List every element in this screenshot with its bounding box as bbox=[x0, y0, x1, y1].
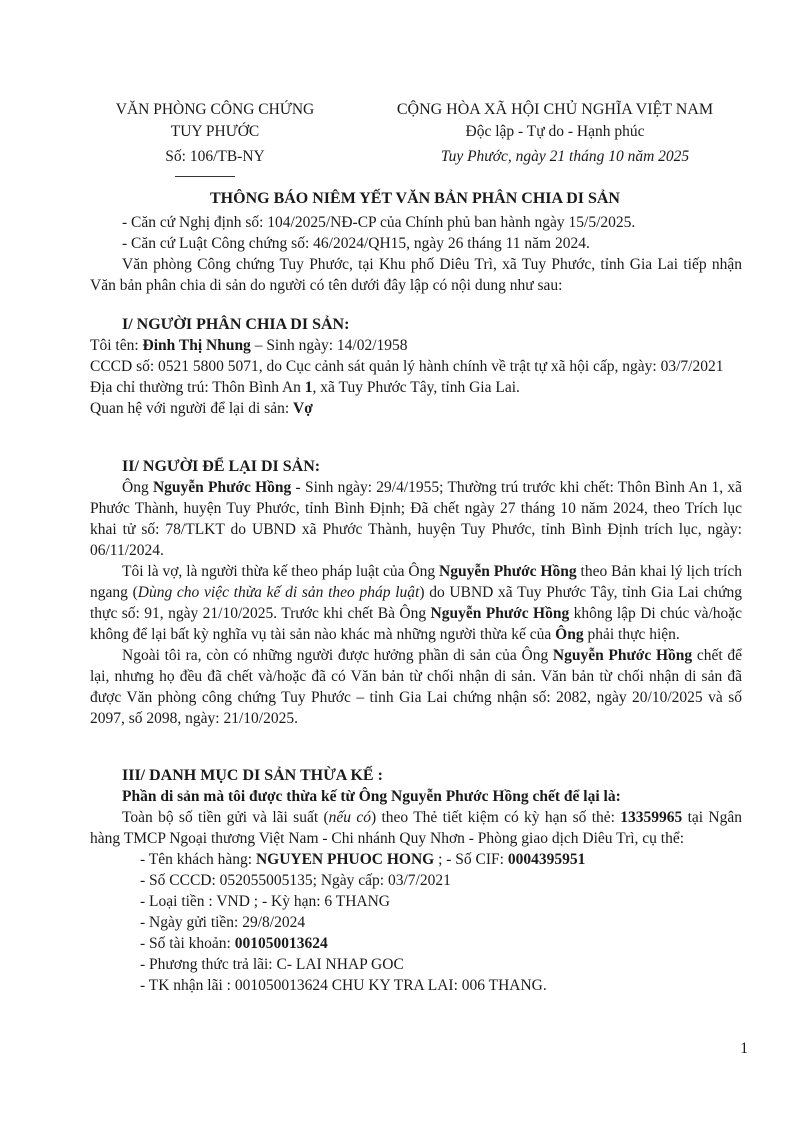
nation-name: CỘNG HÒA XÃ HỘI CHỦ NGHĨA VIỆT NAM bbox=[396, 101, 714, 118]
motto: Độc lập - Tự do - Hạnh phúc bbox=[465, 123, 645, 140]
text-run: Nguyễn Phước Hồng bbox=[430, 605, 570, 622]
text-run: không lập Di chúc và/hoặc không để lại bất kỳ nghĩa vụ tài sản nào khác mà những người thừa kế của bbox=[90, 605, 743, 643]
text-run: - Ngày gửi tiền: 29/8/2024 bbox=[140, 914, 306, 931]
section-2-paragraph bbox=[90, 477, 742, 561]
text-run: - Căn cứ Nghị định số: 104/2025/NĐ-CP của Chính phủ ban hành ngày 15/5/2025. bbox=[122, 214, 636, 231]
document-date: Tuy Phước, ngày 21 tháng 10 năm 2025 bbox=[440, 148, 690, 165]
asset-detail bbox=[90, 975, 742, 996]
document-number: Số: 106/TB-NY bbox=[165, 148, 265, 165]
text-run: Vợ bbox=[293, 400, 313, 417]
text-run: - Số CCCD: 052055005135; Ngày cấp: 03/7/2021 bbox=[140, 872, 451, 889]
text-run: NGUYEN PHUOC HONG bbox=[255, 851, 435, 868]
section-2 bbox=[90, 456, 742, 729]
text-run: Dùng cho việc thừa kế di sản theo pháp luật bbox=[137, 584, 420, 601]
office-line-2: TUY PHƯỚC bbox=[170, 123, 260, 140]
text-run: - Số tài khoản: bbox=[140, 935, 235, 952]
text-run: - Căn cứ Luật Công chứng số: 46/2024/QH15, ngày 26 tháng 11 năm 2024. bbox=[122, 235, 590, 252]
intro-line bbox=[90, 212, 742, 233]
section-2-paragraph bbox=[90, 561, 742, 645]
text-run: - TK nhận lãi : 001050013624 CHU KY TRA LAI: 006 THANG. bbox=[140, 977, 547, 994]
text-run: – Sinh ngày: 14/02/1958 bbox=[250, 337, 408, 354]
text-run: Đinh Thị Nhung bbox=[142, 337, 251, 354]
intro-line bbox=[90, 254, 742, 296]
text-run: phải thực hiện. bbox=[583, 626, 680, 643]
intro bbox=[90, 212, 742, 296]
divider bbox=[175, 176, 235, 177]
text-run: CCCD số: 0521 5800 5071, do Cục cảnh sát quản lý hành chính về trật tự xã hội cấp, ngày: 03/7/2021 bbox=[90, 358, 724, 375]
office-name bbox=[90, 99, 340, 143]
text-run: Ngoài tôi ra, còn có những người được hưởng phần di sản của Ông bbox=[122, 647, 553, 664]
text-run: Nguyễn Phước Hồng bbox=[552, 647, 693, 664]
asset-detail bbox=[90, 849, 742, 870]
text-run: nếu có bbox=[328, 809, 371, 826]
text-run: 0004395951 bbox=[507, 851, 586, 868]
text-run: Nguyễn Phước Hồng bbox=[152, 479, 292, 496]
asset-detail bbox=[90, 870, 742, 891]
asset-detail bbox=[90, 912, 742, 933]
page-number: 1 bbox=[740, 1040, 748, 1057]
text-run: - Tên khách hàng: bbox=[140, 851, 256, 868]
text-run: tại Ngân hàng TMCP Ngoại thương Việt Nam - Chi nhánh Quy Nhơn - Phòng giao dịch Diêu Trì, cụ thể: bbox=[90, 809, 742, 847]
text-run: , xã Tuy Phước Tây, tỉnh Gia Lai. bbox=[312, 379, 520, 396]
section-1-line bbox=[90, 335, 742, 356]
section-1-line bbox=[90, 377, 742, 398]
text-run: Ông bbox=[555, 626, 584, 643]
office-line-1: VĂN PHÒNG CÔNG CHỨNG bbox=[115, 101, 315, 118]
asset-detail bbox=[90, 933, 742, 954]
text-run: theo Bản khai lý lịch trích ngang ( bbox=[90, 563, 742, 601]
text-run: Ông bbox=[122, 479, 153, 496]
document-title: THÔNG BÁO NIÊM YẾT VĂN BẢN PHÂN CHIA DI SẢN bbox=[210, 190, 620, 207]
section-3-subheading: Phần di sản mà tôi được thừa kế từ Ông Nguyễn Phước Hồng chết để lại là: bbox=[122, 788, 621, 805]
text-run: - Phương thức trả lãi: C- LAI NHAP GOC bbox=[140, 956, 404, 973]
section-1-line bbox=[90, 356, 742, 377]
asset-detail bbox=[90, 891, 742, 912]
text-run: chết để lại, nhưng họ đều đã chết và/hoặc đã có Văn bản từ chối nhận di sản. Văn bản từ chối nhận di sản đã được Văn phòng công chứng Tuy Phước – tỉnh Gia Lai chứng nhận số: 2082, ngày 20/10/2025 và số 2097, số 2098, ngày: 21/10/2025. bbox=[90, 647, 743, 727]
text-run: 1 bbox=[304, 379, 313, 396]
section-3-heading: III/ DANH MỤC DI SẢN THỪA KẾ : bbox=[122, 767, 383, 784]
text-run: Địa chỉ thường trú: Thôn Bình An bbox=[90, 379, 305, 396]
text-run: - Sinh ngày: 29/4/1955; Thường trú trước khi chết: Thôn Bình An 1, xã Phước Thành, huyện Tuy Phước, tỉnh Bình Định; Đã chết ngày 27 tháng 10 năm 2024, theo Trích lục khai tử số: 78/TLKT do UBND xã Phước Thành, huyện Tuy Phước, tỉnh Bình Định trích lục, ngày: 06/11/2024. bbox=[90, 479, 743, 559]
text-run: - Loại tiền : VND ; - Kỳ hạn: 6 THANG bbox=[140, 893, 390, 910]
text-run: Nguyễn Phước Hồng bbox=[439, 563, 577, 580]
text-run: Văn phòng Công chứng Tuy Phước, tại Khu phố Diêu Trì, xã Tuy Phước, tỉnh Gia Lai tiếp nhận Văn bản phân chia di sản do người có tên dưới đây lập có nội dung như sau: bbox=[90, 256, 742, 294]
text-run: ) theo Thẻ tiết kiệm có kỳ hạn số thẻ: bbox=[370, 809, 621, 826]
text-run: Tôi tên: bbox=[90, 337, 143, 354]
text-run: 13359965 bbox=[620, 809, 683, 826]
asset-detail bbox=[90, 954, 742, 975]
section-2-paragraph bbox=[90, 645, 742, 729]
text-run: ; - Số CIF: bbox=[434, 851, 508, 868]
section-3-paragraph bbox=[90, 807, 742, 849]
text-run: ) do UBND xã Tuy Phước Tây, tỉnh Gia Lai chứng thực số: 91, ngày 21/10/2025. Trước khi chết Bà Ông bbox=[90, 584, 742, 622]
national-header bbox=[345, 99, 765, 143]
intro-line bbox=[90, 233, 742, 254]
section-1-line bbox=[90, 398, 742, 419]
text-run: Quan hệ với người để lại di sản: bbox=[90, 400, 294, 417]
section-1-heading: I/ NGƯỜI PHÂN CHIA DI SẢN: bbox=[122, 316, 350, 333]
section-1 bbox=[90, 314, 742, 419]
text-run: Toàn bộ số tiền gửi và lãi suất ( bbox=[122, 809, 329, 826]
text-run: 001050013624 bbox=[234, 935, 328, 952]
section-3 bbox=[90, 765, 742, 996]
text-run: Tôi là vợ, là người thừa kế theo pháp luật của Ông bbox=[122, 563, 439, 580]
section-2-heading: II/ NGƯỜI ĐỂ LẠI DI SẢN: bbox=[122, 458, 321, 475]
